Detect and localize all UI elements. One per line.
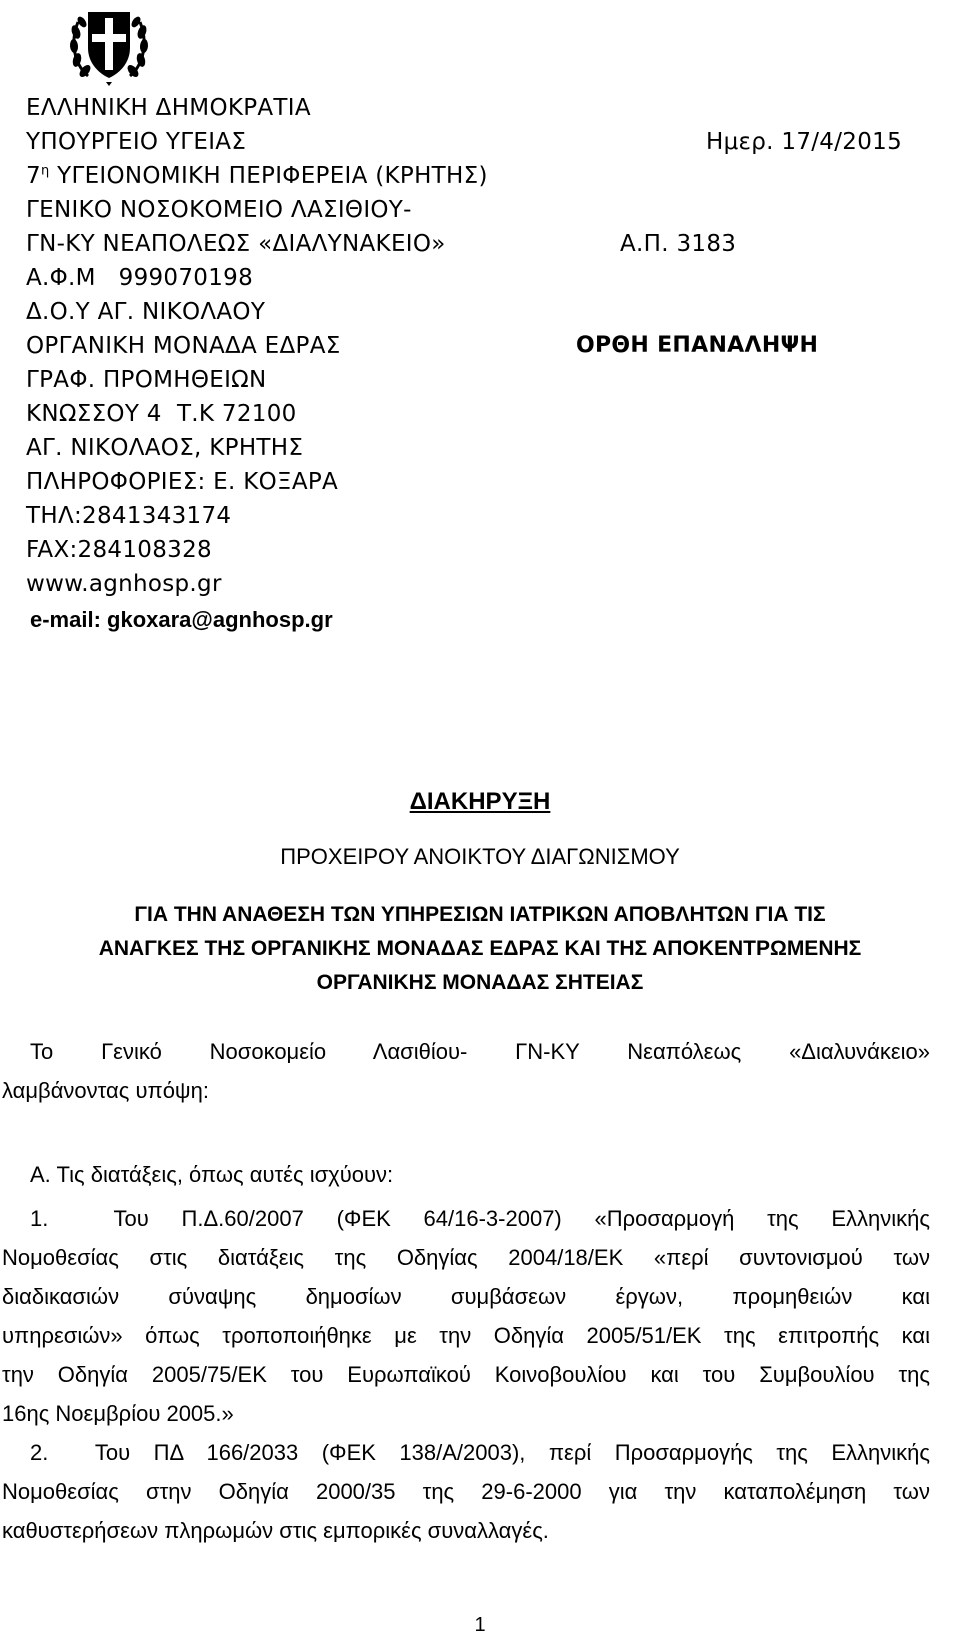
header-email: e-mail: gkoxara@agnhosp.gr: [30, 607, 333, 632]
header-region-superscript: η: [40, 163, 50, 179]
header-website: www.agnhosp.gr: [26, 571, 222, 597]
document-title: ΔΙΑΚΗΡΥΞΗ: [409, 788, 551, 815]
subject-line-2: ΑΝΑΓΚΕΣ ΤΗΣ ΟΡΓΑΝΙΚΗΣ ΜΟΝΑΔΑΣ ΕΔΡΑΣ ΚΑΙ ΤΗΣ ΑΠΟΚΕΝΤΡΩΜΕΝΗΣ: [98, 937, 862, 960]
item-2-line: καθυστερήσεων πληρωμών στις εμπορικές συναλλαγές.: [2, 1518, 549, 1543]
item-1-line: 16ης Νοεμβρίου 2005.»: [2, 1401, 234, 1426]
header-contact: ΠΛΗΡΟΦΟΡΙΕΣ: Ε. ΚΟΞΑΡΑ: [26, 469, 339, 495]
subject-line-3: ΟΡΓΑΝΙΚΗΣ ΜΟΝΑΔΑΣ ΣΗΤΕΙΑΣ: [316, 971, 644, 994]
header-city: ΑΓ. ΝΙΚΟΛΑΟΣ, ΚΡΗΤΗΣ: [26, 435, 304, 461]
header-health-region: [26, 163, 488, 189]
header-protocol-number: Α.Π. 3183: [620, 231, 737, 257]
header-country: ΕΛΛΗΝΙΚΗ ΔΗΜΟΚΡΑΤΙΑ: [26, 95, 311, 121]
header-office: ΓΡΑΦ. ΠΡΟΜΗΘΕΙΩΝ: [26, 367, 267, 393]
header-region-number: 7: [26, 163, 41, 189]
greek-coat-of-arms-emblem: [66, 2, 152, 88]
item-1-line: την Οδηγία 2005/75/ΕΚ του Ευρωπαϊκού Κοινοβουλίου και του Συμβουλίου της: [2, 1362, 930, 1387]
item-1-line: διαδικασιών σύναψης δημοσίων συμβάσεων έργων, προμηθειών και: [2, 1284, 930, 1309]
item-1-line: Νομοθεσίας στις διατάξεις της Οδηγίας 2004/18/ΕΚ «περί συντονισμού των: [2, 1245, 930, 1270]
header-tax-office: Δ.Ο.Υ ΑΓ. ΝΙΚΟΛΑΟΥ: [26, 299, 266, 325]
intro-paragraph: [2, 1032, 930, 1110]
header-phone: ΤΗΛ:2841343174: [26, 503, 232, 529]
header-ministry: ΥΠΟΥΡΓΕΙΟ ΥΓΕΙΑΣ: [26, 129, 247, 155]
header-date: Ημερ. 17/4/2015: [706, 129, 903, 155]
header-fax: FAX:284108328: [26, 537, 212, 563]
header-repeat-label: ΟΡΘΗ ΕΠΑΝΑΛΗΨΗ: [576, 333, 819, 358]
header-address: ΚΝΩΣΣΟΥ 4 Τ.Κ 72100: [26, 401, 297, 427]
item-2-line: 2. Του ΠΔ 166/2033 (ΦΕΚ 138/Α/2003), περί Προσαρμογής της Ελληνικής: [30, 1440, 930, 1465]
header-tax-id: Α.Φ.Μ 999070198: [26, 265, 254, 291]
document-subtitle: ΠΡΟΧΕΙΡΟΥ ΑΝΟΙΚΤΟΥ ΔΙΑΓΩΝΙΣΜΟΥ: [280, 844, 680, 869]
header-hospital-name: ΓΝ-ΚΥ ΝΕΑΠΟΛΕΩΣ «ΔΙΑΛΥΝΑΚΕΙΟ»: [26, 231, 446, 257]
intro-line: λαμβάνοντας υπόψη:: [2, 1078, 209, 1103]
subject-line-1: ΓΙΑ ΤΗΝ ΑΝΑΘΕΣΗ ΤΩΝ ΥΠΗΡΕΣΙΩΝ ΙΑΤΡΙΚΩΝ ΑΠΟΒΛΗΤΩΝ ΓΙΑ ΤΙΣ: [134, 903, 826, 926]
item-1-paragraph: [2, 1199, 930, 1433]
item-1-line: 1. Του Π.Δ.60/2007 (ΦΕΚ 64/16-3-2007) «Προσαρμογή της Ελληνικής: [30, 1206, 930, 1231]
header-region-name: ΥΓΕΙΟΝΟΜΙΚΗ ΠΕΡΙΦΕΡΕΙΑ (ΚΡΗΤΗΣ): [57, 163, 488, 189]
item-2-line: Νομοθεσίας στην Οδηγία 2000/35 της 29-6-2000 για την καταπολέμηση των: [2, 1479, 930, 1504]
page-number: 1: [474, 1614, 486, 1636]
header-unit: ΟΡΓΑΝΙΚΗ ΜΟΝΑΔΑ ΕΔΡΑΣ: [26, 333, 341, 359]
intro-line: Το Γενικό Νοσοκομείο Λασιθίου- ΓΝ-ΚΥ Νεαπόλεως «Διαλυνάκειο»: [30, 1039, 930, 1064]
header-hospital: ΓΕΝΙΚΟ ΝΟΣΟΚΟΜΕΙΟ ΛΑΣΙΘΙΟΥ-: [26, 197, 412, 223]
item-2-paragraph: [2, 1433, 930, 1550]
item-1-line: υπηρεσιών» όπως τροποποιήθηκε με την Οδηγία 2005/51/ΕΚ της επιτροπής και: [2, 1323, 930, 1348]
section-a-heading: Α. Τις διατάξεις, όπως αυτές ισχύουν:: [30, 1162, 394, 1187]
